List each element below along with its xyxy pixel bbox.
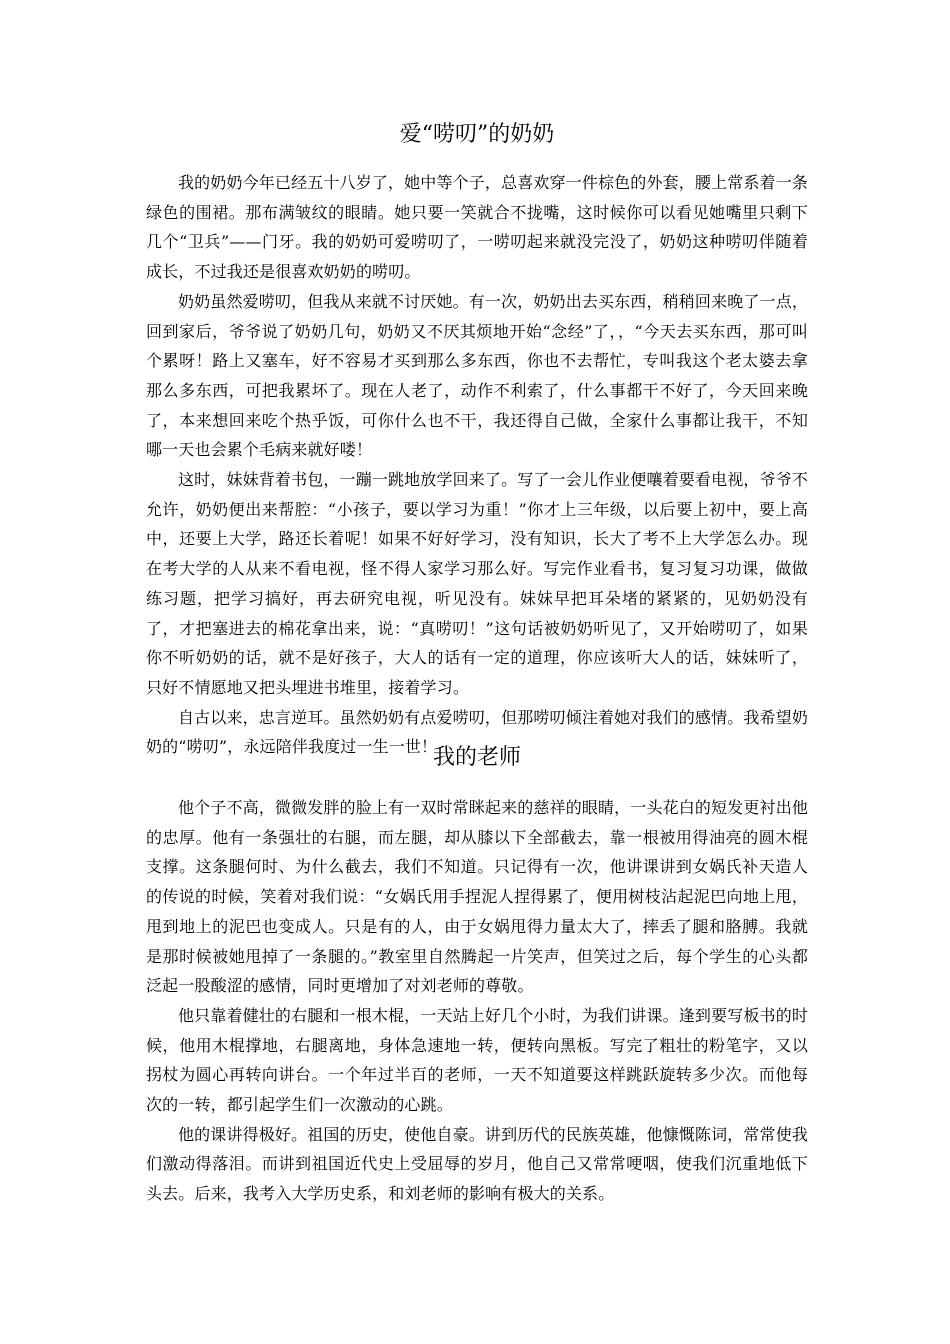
paragraph: 自古以来，忠言逆耳。虽然奶奶有点爱唠叨，但那唠叨倾注着她对我们的感情。我希望奶奶的“唠叨”，永远陪伴我度过一生一世！ — [146, 707, 808, 757]
article-body-teacher — [146, 793, 808, 1209]
paragraph: 他只靠着健壮的右腿和一根木棍，一天站上好几个小时，为我们讲课。逢到要写板书的时候，他用木棍撑地，右腿离地，身体急速地一转，便转向黑板。写完了粗壮的粉笔字，又以拐杖为圆心再转向讲台。一个年过半百的老师，一天不知道要这样跳跃旋转多少次。而他每次的一转，都引起学生们一次激动的心跳。 — [146, 1005, 808, 1115]
article-body-grandma — [146, 168, 808, 762]
article-title-teacher: 我的老师 — [432, 745, 521, 770]
paragraph: 他个子不高，微微发胖的脸上有一双时常眯起来的慈祥的眼睛，一头花白的短发更衬出他的忠厚。他有一条强壮的右腿，而左腿，却从膝以下全部截去，靠一根被用得油亮的圆木棍支撑。这条腿何时、为什么截去，我们不知道。只记得有一次，他讲课讲到女娲氏补天造人的传说的时候，笑着对我们说：“女娲氏用手捏泥人捏得累了，便用树枝沾起泥巴向地上甩，甩到地上的泥巴也变成人。只是有的人，由于女娲甩得力量太大了，摔丢了腿和胳膊。我就是那时候被她甩掉了一条腿的。”教室里自然腾起一片笑声，但笑过之后，每个学生的心头都泛起一股酸涩的感情，同时更增加了对刘老师的尊敬。 — [146, 798, 808, 996]
article-title-grandma: 爱“唠叨”的奶奶 — [399, 122, 555, 147]
paragraph: 这时，妹妹背着书包，一蹦一跳地放学回来了。写了一会儿作业便嚷着要看电视，爷爷不允许，奶奶便出来帮腔：“小孩子，要以学习为重！”你才上三年级，以后要上初中，要上高中，还要上大学，路还长着呢！如果不好好学习，没有知识，长大了考不上大学怎么办。现在考大学的人从来不看电视，怪不得人家学习那么好。写完作业看书，复习复习功课，做做练习题，把学习搞好，再去研究电视，听见没有。妹妹早把耳朵堵的紧紧的，见奶奶没有了，才把塞进去的棉花拿出来，说：“真唠叨！”这句话被奶奶听见了，又开始唠叨了，如果你不听奶奶的话，就不是好孩子，大人的话有一定的道理，你应该听大人的话，妹妹听了，只好不情愿地又把头埋进书堆里，接着学习。 — [146, 470, 808, 697]
paragraph: 奶奶虽然爱唠叨，但我从来就不讨厌她。有一次，奶奶出去买东西，稍稍回来晚了一点，回到家后，爷爷说了奶奶几句，奶奶又不厌其烦地开始“念经”了，，“今天去买东西，那可叫个累呀！路上又塞车，好不容易才买到那么多东西，你也不去帮忙，专叫我这个老太婆去拿那么多东西，可把我累坏了。现在人老了，动作不利索了，什么事都干不好了，今天回来晚了，本来想回来吃个热乎饭，可你什么也不干，我还得自己做，全家什么事都让我干，不知哪一天也会累个毛病来就好喽！ — [146, 291, 808, 460]
paragraph: 他的课讲得极好。祖国的历史，使他自豪。讲到历代的民族英雄，他慷慨陈词，常常使我们激动得落泪。而讲到祖国近代史上受屈辱的岁月，他自己又常常哽咽，使我们沉重地低下头去。后来，我考入大学历史系，和刘老师的影响有极大的关系。 — [146, 1124, 808, 1204]
paragraph: 我的奶奶今年已经五十八岁了，她中等个子，总喜欢穿一件棕色的外套，腰上常系着一条绿色的围裙。那布满皱纹的眼睛。她只要一笑就合不拢嘴，这时候你可以看见她嘴里只剩下几个“卫兵”——门牙。我的奶奶可爱唠叨了，一唠叨起来就没完没了，奶奶这种唠叨伴随着成长，不过我还是很喜欢奶奶的唠叨。 — [146, 173, 808, 282]
